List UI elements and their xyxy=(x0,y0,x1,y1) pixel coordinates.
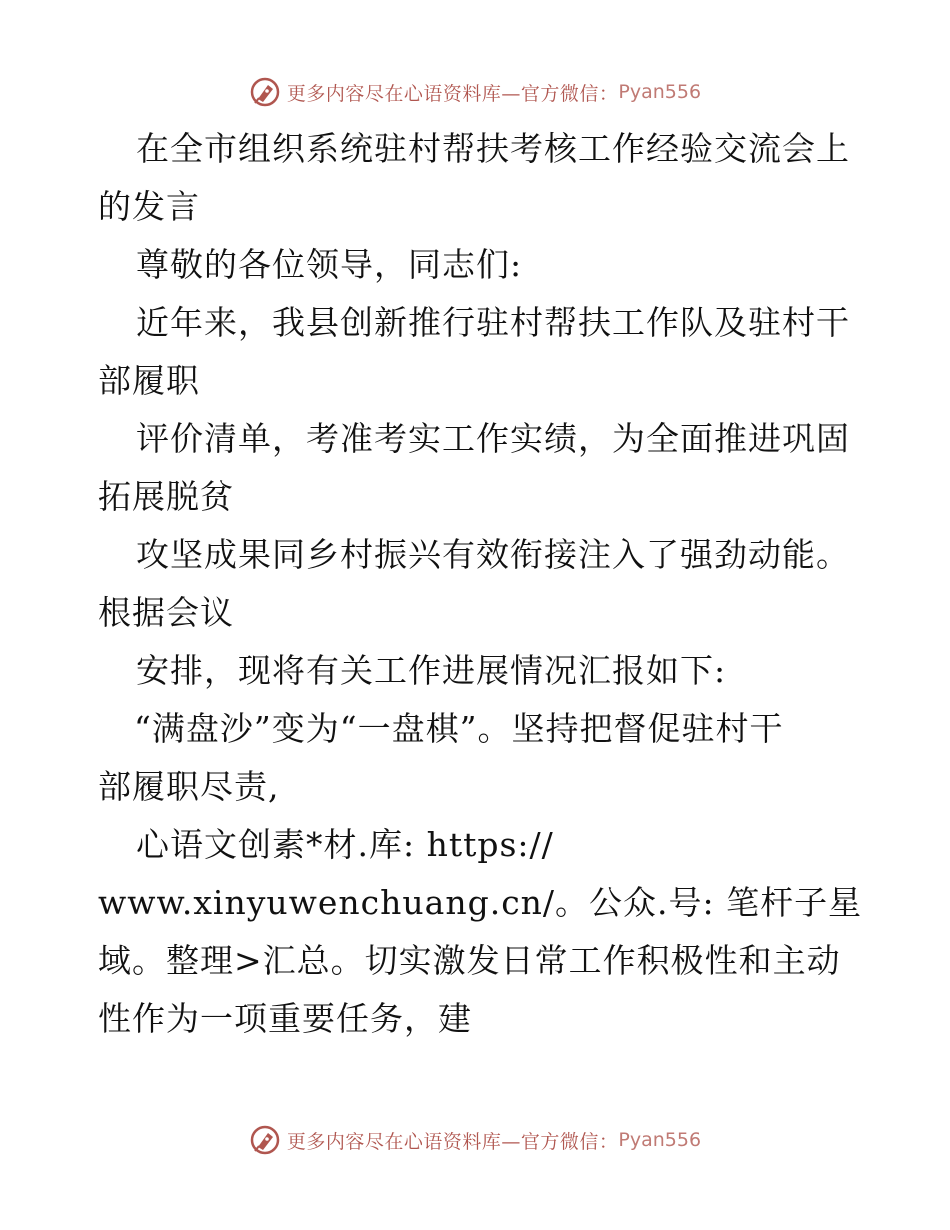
doc-line: 域。整理>汇总。切实激发日常工作积极性和主动 xyxy=(98,941,841,980)
banner-wechat-id: Pyan556 xyxy=(618,81,702,103)
doc-line: 尊敬的各位领导，同志们: xyxy=(136,245,523,284)
doc-line: 根据会议 xyxy=(98,593,234,632)
banner-text: 更多内容尽在心语资料库—官方微信： xyxy=(286,82,619,105)
banner-wechat-id: Pyan556 xyxy=(618,1129,702,1151)
doc-line: 拓展脱贫 xyxy=(98,477,234,516)
doc-line: 部履职 xyxy=(98,361,200,400)
document-body xyxy=(98,120,863,1048)
pen-nib-logo-icon xyxy=(249,76,281,108)
doc-line: 近年来，我县创新推行驻村帮扶工作队及驻村干 xyxy=(136,303,850,342)
doc-line: “满盘沙”变为“一盘棋”。坚持把督促驻村干 xyxy=(134,709,784,748)
footer-banner xyxy=(0,1120,950,1160)
doc-line: 安排，现将有关工作进展情况汇报如下: xyxy=(136,651,727,690)
pen-nib-logo-icon xyxy=(249,1124,281,1156)
doc-line: 的发言 xyxy=(98,187,200,226)
doc-line: www.xinyuwenchuang.cn/。公众.号: 笔杆子星 xyxy=(98,883,863,922)
doc-line: 心语文创素*材.库: https:// xyxy=(136,825,554,864)
banner-text: 更多内容尽在心语资料库—官方微信： xyxy=(286,1130,619,1153)
doc-line: 部履职尽责, xyxy=(98,767,280,806)
doc-line: 在全市组织系统驻村帮扶考核工作经验交流会上 xyxy=(136,129,850,168)
header-banner xyxy=(0,72,950,112)
doc-line: 性作为一项重要任务，建 xyxy=(98,999,472,1038)
doc-line: 评价清单，考准考实工作实绩，为全面推进巩固 xyxy=(136,419,850,458)
doc-line: 攻坚成果同乡村振兴有效衔接注入了强劲动能。 xyxy=(136,535,850,574)
